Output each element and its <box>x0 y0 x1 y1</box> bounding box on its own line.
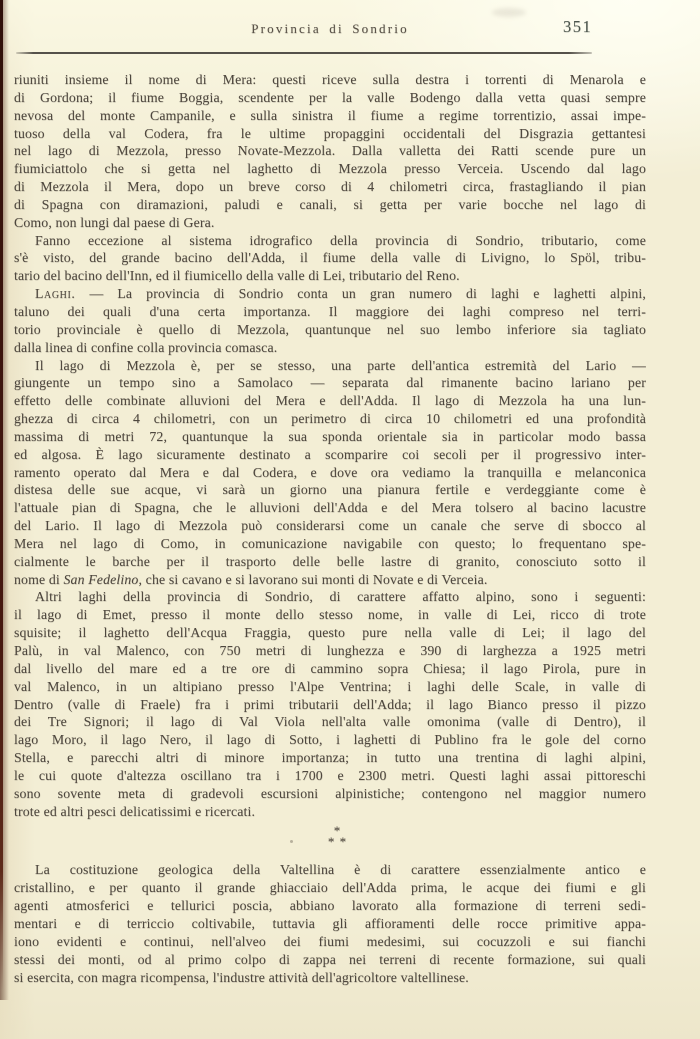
text-run: di Mezzola il Mera, dopo un breve corso di 4 chilometri circa, frastagliando il pian <box>14 179 646 195</box>
running-title: Provincia di Sondrio <box>251 21 409 36</box>
text-run: tario del bacino dell'Inn, ed il fiumicello della valle di Lei, tributario del Reno. <box>14 268 460 284</box>
text-line <box>14 861 646 879</box>
text-line <box>14 481 646 499</box>
text-line <box>14 713 646 731</box>
text-line <box>14 499 646 517</box>
text-run: La costituzione geologica della Valtellina è di carattere essenzialmente antico e <box>35 862 646 878</box>
text-line <box>14 410 646 428</box>
text-run: giungente un tempo sino a Samolaco — separata dal rimanente bacino lariano per <box>14 375 646 391</box>
text-line <box>14 464 646 482</box>
text-line <box>14 446 646 464</box>
text-run: stessi dei monti, od al primo colpo di zappa nei terreni di recente formazione, sui quali <box>14 951 646 967</box>
text-line <box>14 107 646 125</box>
text-run: Palù, in val Malenco, con 750 metri di lunghezza e 390 di larghezza a 1925 metri <box>14 643 646 658</box>
asterism-bottom: * * <box>327 834 347 850</box>
paragraph <box>14 232 646 286</box>
text-line <box>14 879 646 897</box>
text-line <box>14 357 646 375</box>
text-run: tuoso della val Codera, fra le ultime propaggini occidentali del Disgrazia gettantesi <box>14 125 646 141</box>
text-line <box>14 196 646 214</box>
text-run: dei Tre Signori; il lago di Val Viola nell'alta valle omonima (valle di Dentro), il <box>14 714 646 730</box>
text-run: le cui quote d'altezza oscillano tra i 1700 e 2300 metri. Questi laghi assai pittoreschi <box>14 767 646 783</box>
text-line <box>14 767 646 785</box>
text-line <box>14 951 646 969</box>
text-run: Como, non lungi dal paese di Gera. <box>14 214 215 230</box>
text-line <box>14 339 646 357</box>
paragraph <box>14 71 646 232</box>
text-line <box>14 71 646 89</box>
text-run: cristallino, e per quanto il grande ghiacciaio dell'Adda prima, le acque dei fiumi e gli <box>14 880 646 896</box>
text-run: — La provincia di Sondrio conta un gran numero di laghi e laghetti alpini, <box>75 286 646 302</box>
page-number: 351 <box>563 17 593 36</box>
text-run: Stella, e parecchi altri di minore importanza; in tutto una trentina di laghi alpini, <box>14 750 646 766</box>
text-run: l'attuale pian di Spagna, che le alluvioni dell'Adda e del Mera tolsero al bacino lacustre <box>14 500 646 516</box>
text-run: del Lario. Il lago di Mezzola può considerarsi come un canale che serve di sbocco al <box>14 518 646 534</box>
paragraph <box>14 588 646 820</box>
asterism-separator <box>21 825 653 855</box>
page-binding-edge <box>0 0 3 990</box>
text-line <box>14 915 646 933</box>
text-line <box>14 969 646 987</box>
text-run: agenti atmosferici e tellurici poscia, abbiano lavorato alla formazione di terreni sedi- <box>14 898 646 914</box>
paragraph <box>14 861 646 986</box>
text-line <box>14 897 646 915</box>
text-line <box>14 678 646 696</box>
text-run: effetto delle combinate alluvioni del Mera e dell'Adda. Il lago di Mezzola ha una lun- <box>14 393 646 409</box>
text-line <box>14 535 646 553</box>
text-run: nel lago di Mezzola, presso Novate-Mezzola. Dalla valletta dei Ratti scende pure un <box>14 143 646 159</box>
text-run: nome di <box>14 571 64 587</box>
text-run: dalla linea di confine colla provincia comasca. <box>14 339 278 355</box>
text-run: Altri laghi della provincia di Sondrio, di carattere affatto alpino, sono i seguenti: <box>35 589 646 605</box>
asterism-top: * <box>333 823 341 839</box>
text-run: ed algosa. È lago sicuramente destinato a scomparire coi secoli per il progressivo inter- <box>14 446 646 462</box>
text-run: dal livello del mare ed a tre ore di cammino sopra Chiesa; il lago Pirola, pure in <box>14 660 646 676</box>
text-run: Il lago di Mezzola è, per se stesso, una parte dell'antica estremità del Lario — <box>35 357 646 373</box>
text-line <box>14 749 646 767</box>
text-line <box>14 160 646 178</box>
page-header <box>14 20 646 38</box>
text-run: Dentro (valle di Fraele) fra i primi tributarii dell'Adda; il lago Bianco presso il pizzo <box>14 696 646 712</box>
text-run: trote ed altri pesci delicatissimi e ricercati. <box>14 803 256 819</box>
text-line <box>14 428 646 446</box>
text-line <box>14 660 646 678</box>
body-text <box>14 71 646 986</box>
text-line <box>14 588 646 606</box>
text-line <box>14 517 646 535</box>
text-line <box>14 696 646 714</box>
header-rule <box>16 52 592 54</box>
text-line <box>14 142 646 160</box>
text-line <box>14 392 646 410</box>
text-line <box>14 785 646 803</box>
text-line <box>14 374 646 392</box>
text-run: il lago di Emet, presso il monte dello stesso nome, in valle di Lei, ricco di trote <box>14 607 646 623</box>
text-run: lago Moro, il lago Nero, il lago di Sotto, i laghetti di Publino fra le gole del corno <box>14 732 646 748</box>
text-run: iono evidenti e continui, nell'alveo dei fiumi medesimi, sui cocuzzoli e sui fianchi <box>14 933 646 949</box>
text-line <box>14 232 646 250</box>
text-line <box>14 606 646 624</box>
scan-smudge <box>492 8 526 17</box>
text-line <box>14 249 646 267</box>
text-line <box>14 731 646 749</box>
text-run: torio provinciale è quello di Mezzola, quantunque nel suo lembo inferiore sia tagliato <box>14 321 646 337</box>
text-line <box>14 285 646 303</box>
text-line <box>14 321 646 339</box>
text-line <box>14 624 646 642</box>
text-run: taluno dei quali d'una certa importanza. Il maggiore dei laghi compreso nel terri- <box>14 303 646 319</box>
text-line <box>14 89 646 107</box>
text-line <box>14 553 646 571</box>
text-run: mentari e di terriccio coltivabile, tuttavia gli affioramenti delle rocce primitive appa- <box>14 915 646 931</box>
text-run: nevosa del monte Campanile, e sulla sinistra il fiume a regime torrentizio, assai impe- <box>14 107 646 123</box>
text-run: massima di metri 72, quantunque la sua sponda orientale sia in particolar modo bassa <box>14 428 646 444</box>
text-line <box>14 214 646 232</box>
text-run: di Spagna con diramazioni, paludi e canali, si getta per varie bocche nel lago di <box>14 196 646 212</box>
text-run: sono sovente meta di gradevoli escursioni alpinistiche; contengono nel maggior numero <box>14 785 646 801</box>
italic-text-run: San Fedelino <box>63 571 139 587</box>
text-run: Mera nel lago di Como, in comunicazione navigabile con questo; lo frequentano spe- <box>14 535 646 551</box>
text-run: fiumiciattolo che si getta nel laghetto di Mezzola presso Verceia. Uscendo dal lago <box>14 161 646 177</box>
text-run: distesa delle sue acque, vi sarà un giorno una pianura fertile e verdeggiante come è <box>14 482 646 498</box>
text-line <box>14 267 646 285</box>
text-line <box>14 303 646 321</box>
paragraph <box>14 357 646 589</box>
text-run: cialmente le barche per il trasporto delle belle lastre di granito, conosciuto sotto il <box>14 553 646 569</box>
text-line <box>14 571 646 589</box>
text-run: squisite; il laghetto dell'Acqua Fraggia, questo pure nella valle di Lei; il lago del <box>14 625 646 641</box>
smallcaps-text-run: Laghi. <box>35 286 76 302</box>
text-run: ramento operato dal Mera e dal Codera, e dove ora vediamo la tranquilla e melanconica <box>14 464 646 480</box>
text-run: ghezza di circa 4 chilometri, con un perimetro di circa 10 chilometri ed una profondità <box>14 411 646 427</box>
text-run: si esercita, con magra ricompensa, l'industre attività dell'agricoltore valtellinese. <box>14 969 469 985</box>
text-line <box>14 642 646 660</box>
text-run: Fanno eccezione al sistema idrografico della provincia di Sondrio, tributario, come <box>35 232 646 248</box>
text-line <box>14 933 646 951</box>
text-line <box>14 803 646 821</box>
text-line <box>14 125 646 143</box>
text-run: val Malenco, in un altipiano presso l'Alpe Ventrina; i laghi delle Scale, in valle di <box>14 678 646 694</box>
paragraph <box>14 285 646 356</box>
text-run: s'è visto, del grande bacino dell'Adda, il fiume della valle di Livigno, lo Spöl, tribu- <box>14 250 646 266</box>
text-run: riuniti insieme il nome di Mera: questi riceve sulla destra i torrenti di Menarola e <box>14 72 646 87</box>
text-line <box>14 178 646 196</box>
text-run: di Gordona; il fiume Boggia, scendente per la valle Bodengo dalla vetta quasi sempre <box>14 89 646 105</box>
text-run: , che si cavano e si lavorano sui monti di Novate e di Verceia. <box>138 571 488 587</box>
